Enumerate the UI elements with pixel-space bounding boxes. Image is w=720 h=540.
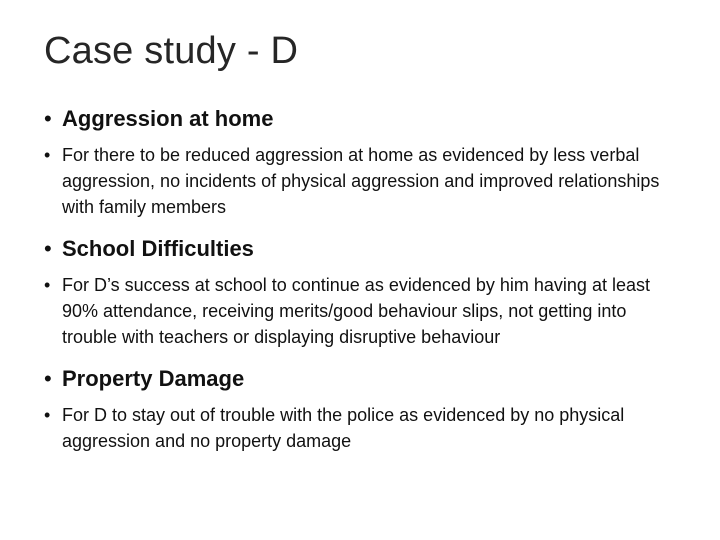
heading-text: Property Damage: [62, 366, 245, 391]
heading-text: School Difficulties: [62, 236, 254, 261]
section-body-property: [44, 402, 684, 454]
heading-text: Aggression at home: [62, 106, 274, 131]
body-text: For D to stay out of trouble with the police as evidenced by no physical aggression and no property damage: [62, 405, 625, 451]
slide-title: Case study - D: [44, 30, 299, 72]
section-heading-aggression: [44, 104, 684, 134]
bullet-icon: •: [44, 145, 51, 165]
section-body-school: [44, 272, 684, 350]
section-heading-property: [44, 364, 684, 394]
bullet-icon: •: [44, 275, 51, 295]
bullet-icon: •: [44, 236, 52, 261]
bullet-icon: •: [44, 405, 51, 425]
body-text: For D’s success at school to continue as evidenced by him having at least 90% attendance, receiving merits/good behaviour slips, not getting into trouble with teachers or displaying disruptive behaviour: [62, 275, 650, 347]
slide-content: [44, 104, 684, 454]
section-body-aggression: [44, 142, 684, 220]
bullet-icon: •: [44, 106, 52, 131]
section-heading-school: [44, 234, 684, 264]
body-text: For there to be reduced aggression at home as evidenced by less verbal aggression, no incidents of physical aggression and improved relationships with family members: [62, 145, 660, 217]
bullet-icon: •: [44, 366, 52, 391]
